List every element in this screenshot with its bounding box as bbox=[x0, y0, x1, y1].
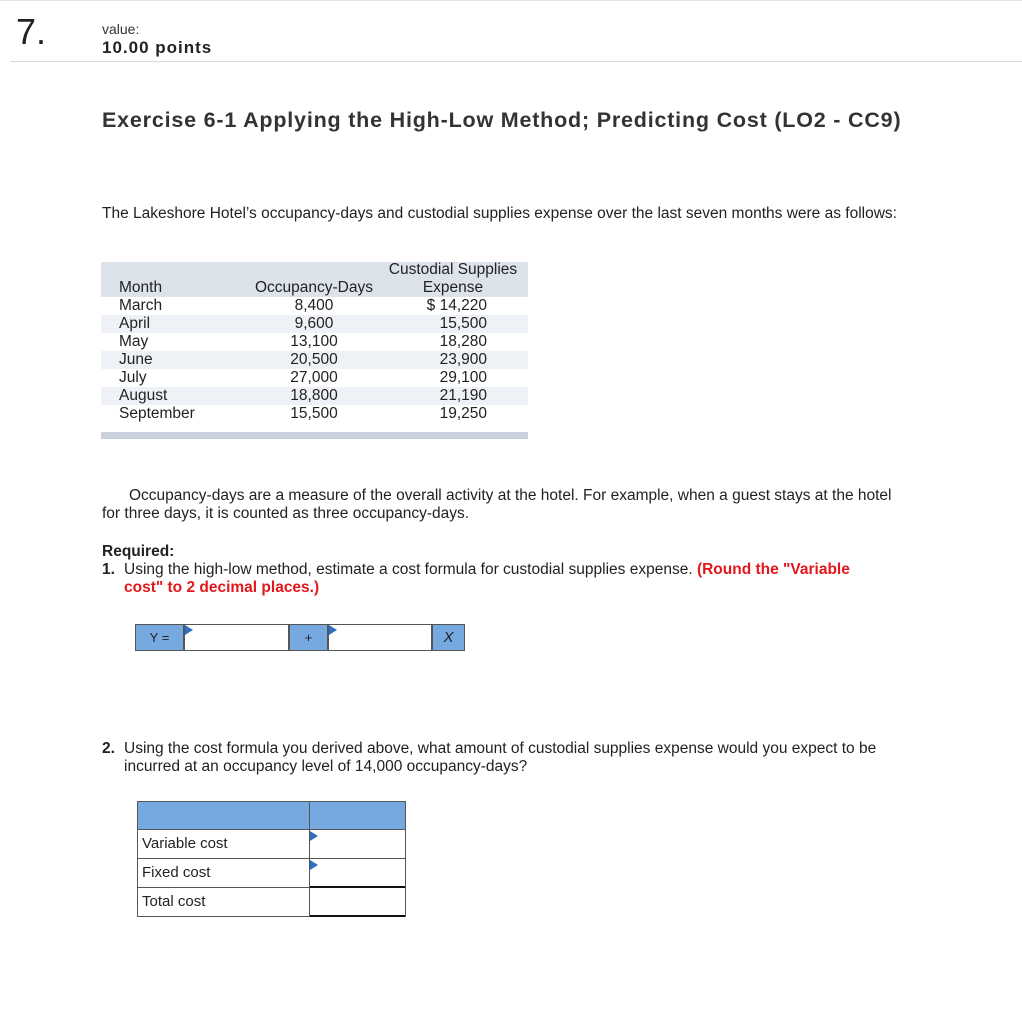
value-label: value: bbox=[102, 21, 140, 37]
total-cost-input[interactable] bbox=[310, 889, 404, 915]
variable-cost-label: Variable cost bbox=[142, 835, 228, 852]
x-label: X bbox=[432, 624, 465, 651]
occupancy-expense-table bbox=[101, 262, 528, 439]
expense-cell: $ 14,220 bbox=[426, 297, 487, 314]
expense-cell: 23,900 bbox=[439, 351, 487, 368]
header-month: Month bbox=[119, 279, 163, 296]
question-number: 7. bbox=[16, 11, 47, 52]
month-cell: July bbox=[119, 369, 147, 386]
exercise-title: Exercise 6-1 Applying the High-Low Method; Predicting Cost (LO2 - CC9) bbox=[102, 108, 902, 132]
month-cell: March bbox=[119, 297, 163, 314]
occupancy-cell: 15,500 bbox=[290, 405, 338, 422]
occupancy-cell: 18,800 bbox=[290, 387, 338, 404]
header-divider bbox=[10, 61, 1022, 62]
occupancy-note: Occupancy-days are a measure of the overall activity at the hotel. For example, when a guest stays at the hotel for three days, it is counted as three occupancy-days. bbox=[102, 487, 892, 522]
q1-question: Using the high-low method, estimate a cost formula for custodial supplies expense. bbox=[124, 561, 693, 578]
answer-table-header bbox=[137, 801, 406, 830]
answer-table bbox=[137, 801, 406, 917]
expense-cell: 19,250 bbox=[439, 405, 487, 422]
input-marker-icon bbox=[185, 625, 193, 635]
q2-text: Using the cost formula you derived above, what amount of custodial supplies expense would you expect to be incurred at an occupancy level of 14,000 occupancy-days? bbox=[124, 740, 877, 775]
table-footer-bar bbox=[101, 432, 528, 439]
header-occupancy: Occupancy-Days bbox=[254, 279, 373, 296]
occupancy-cell: 8,400 bbox=[294, 297, 334, 314]
total-rule-top bbox=[310, 886, 405, 888]
input-marker-icon bbox=[310, 860, 318, 870]
header-expense-line2: Expense bbox=[422, 279, 484, 296]
expense-cell: 18,280 bbox=[439, 333, 487, 350]
points-value: 10.00 points bbox=[102, 38, 213, 57]
occupancy-cell: 20,500 bbox=[290, 351, 338, 368]
expense-cell: 15,500 bbox=[439, 315, 487, 332]
month-cell: May bbox=[119, 333, 149, 350]
input-marker-icon bbox=[329, 625, 337, 635]
intro-paragraph: The Lakeshore Hotel’s occupancy-days and custodial supplies expense over the last seven months were as follows: bbox=[102, 205, 897, 222]
fixed-cost-answer-input[interactable] bbox=[310, 860, 404, 886]
total-cost-label: Total cost bbox=[142, 893, 206, 910]
y-equals-label: Y = bbox=[135, 624, 184, 651]
occupancy-cell: 13,100 bbox=[290, 333, 338, 350]
expense-cell: 29,100 bbox=[439, 369, 487, 386]
occupancy-cell: 9,600 bbox=[294, 315, 334, 332]
variable-cost-input[interactable] bbox=[310, 831, 404, 857]
fixed-cost-input[interactable] bbox=[184, 624, 289, 651]
variable-rate-input[interactable] bbox=[328, 624, 432, 651]
q2-number: 2. bbox=[102, 740, 115, 757]
month-cell: April bbox=[119, 315, 151, 332]
month-cell: September bbox=[119, 405, 195, 422]
month-cell: June bbox=[119, 351, 153, 368]
input-marker-icon bbox=[310, 831, 318, 841]
expense-cell: 21,190 bbox=[439, 387, 487, 404]
q1-number: 1. bbox=[102, 561, 115, 578]
q1-text bbox=[124, 561, 884, 597]
plus-label: + bbox=[289, 624, 328, 651]
occupancy-cell: 27,000 bbox=[290, 369, 338, 386]
fixed-cost-label: Fixed cost bbox=[142, 864, 211, 881]
total-rule-bottom bbox=[310, 915, 405, 917]
header-expense-line1: Custodial Supplies bbox=[388, 261, 518, 278]
rounding-instruction: (Round the "Variable cost" to 2 decimal places.) bbox=[124, 561, 850, 596]
required-label: Required: bbox=[102, 543, 175, 560]
month-cell: August bbox=[119, 387, 168, 404]
top-border bbox=[0, 0, 1022, 1]
